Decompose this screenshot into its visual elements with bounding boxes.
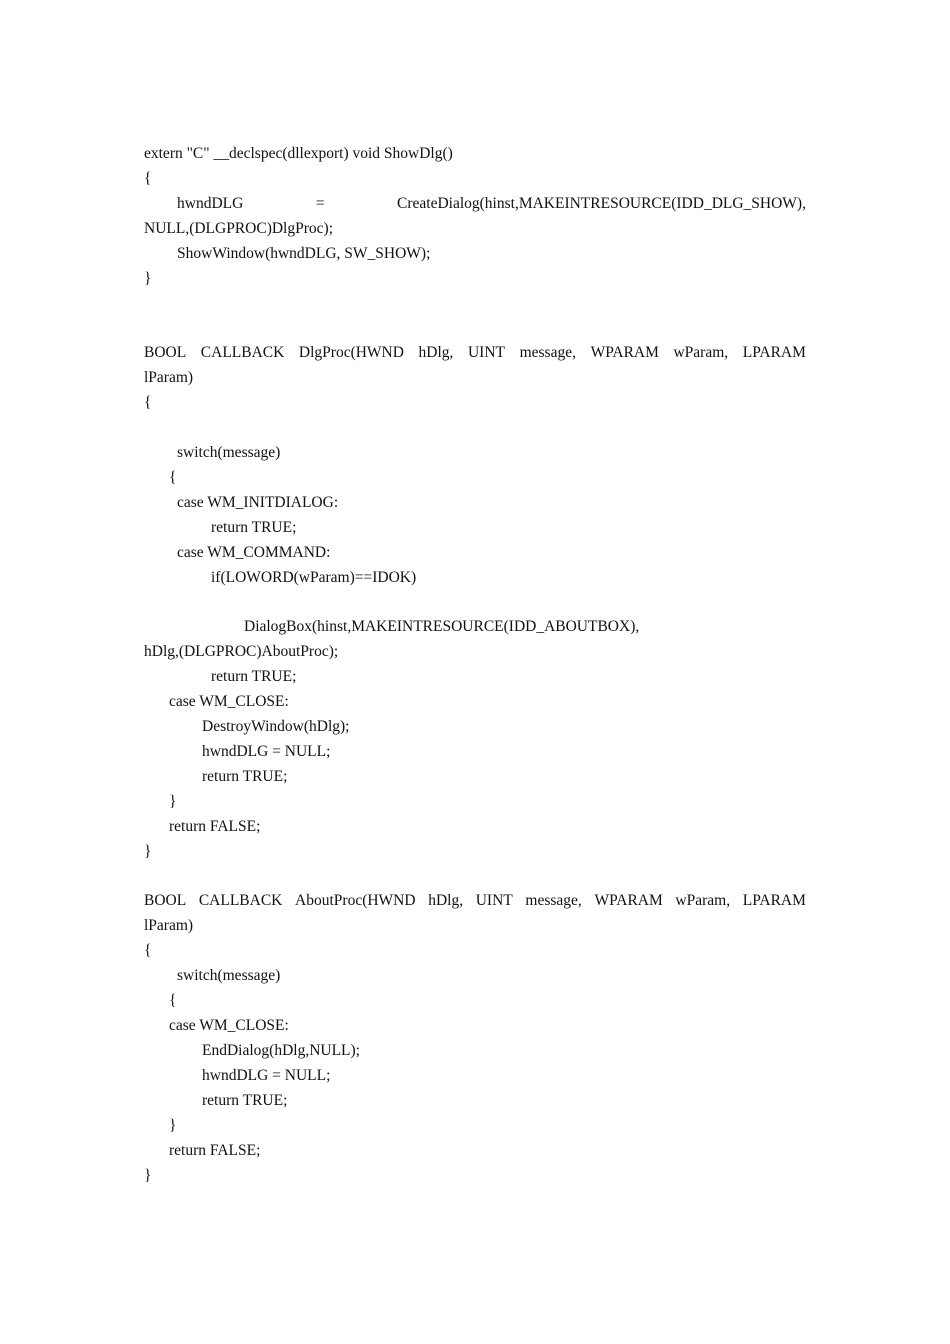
code-line-return-false: return FALSE;: [169, 1142, 261, 1159]
code-line-case-command: case WM_COMMAND:: [177, 544, 331, 561]
code-token: WPARAM: [590, 344, 659, 361]
code-line-create-dialog: [177, 191, 806, 216]
code-token: hDlg,: [428, 892, 464, 909]
code-token: WPARAM: [594, 892, 663, 909]
code-line-open-brace: {: [169, 992, 177, 1009]
code-token: message,: [525, 892, 582, 909]
code-token: wParam,: [675, 892, 731, 909]
code-token: CALLBACK: [198, 892, 283, 909]
code-line-open-brace: {: [144, 394, 152, 411]
code-line-close-brace: }: [144, 843, 152, 860]
code-line-dlgproc-signature: [144, 340, 806, 365]
code-line-close-brace: }: [169, 1117, 177, 1134]
code-line-return-true: return TRUE;: [202, 768, 288, 785]
code-token: UINT: [475, 892, 513, 909]
code-token: LPARAM: [742, 892, 806, 909]
code-line-open-brace: {: [169, 469, 177, 486]
code-line-lparam: lParam): [144, 369, 194, 386]
code-line-destroy-window: DestroyWindow(hDlg);: [202, 718, 350, 735]
code-line-case-close: case WM_CLOSE:: [169, 1017, 289, 1034]
code-line-hwnd-null: hwndDLG = NULL;: [202, 1067, 331, 1084]
code-line-aboutproc-signature: [144, 888, 806, 913]
code-line-open-brace: {: [144, 170, 152, 187]
code-line-dialogbox-cont: hDlg,(DLGPROC)AboutProc);: [144, 643, 339, 660]
code-token: CreateDialog(hinst,MAKEINTRESOURCE(IDD_DLG_SHOW),: [397, 195, 806, 212]
code-line-close-brace: }: [144, 1167, 152, 1184]
code-token: message,: [519, 344, 576, 361]
code-token: UINT: [467, 344, 506, 361]
code-token: CALLBACK: [200, 344, 285, 361]
code-line-open-brace: {: [144, 942, 152, 959]
code-token: hDlg,: [418, 344, 454, 361]
code-line-lparam: lParam): [144, 917, 194, 934]
code-line-dialogbox: DialogBox(hinst,MAKEINTRESOURCE(IDD_ABOUTBOX),: [244, 618, 640, 635]
code-line-switch: switch(message): [177, 967, 281, 984]
code-line-return-true: return TRUE;: [211, 668, 297, 685]
code-line-return-true: return TRUE;: [211, 519, 297, 536]
code-token: AboutProc(HWND: [295, 892, 416, 909]
code-token: hwndDLG: [177, 195, 244, 212]
code-line-case-initdialog: case WM_INITDIALOG:: [177, 494, 339, 511]
code-line-switch: switch(message): [177, 444, 281, 461]
code-line-if-idok: if(LOWORD(wParam)==IDOK): [211, 569, 417, 586]
code-line-close-brace: }: [169, 793, 177, 810]
code-line-showdlg-signature: extern "C" __declspec(dllexport) void ShowDlg(): [144, 145, 453, 162]
code-token: LPARAM: [742, 344, 806, 361]
code-line-create-dialog-cont: NULL,(DLGPROC)DlgProc);: [144, 220, 333, 237]
code-line-case-close: case WM_CLOSE:: [169, 693, 289, 710]
code-token: DlgProc(HWND: [298, 344, 404, 361]
code-token: BOOL: [144, 344, 187, 361]
code-line-return-false: return FALSE;: [169, 818, 261, 835]
code-line-hwnd-null: hwndDLG = NULL;: [202, 743, 331, 760]
code-line-return-true: return TRUE;: [202, 1092, 288, 1109]
code-token: wParam,: [673, 344, 729, 361]
code-line-close-brace: }: [144, 270, 152, 287]
code-line-end-dialog: EndDialog(hDlg,NULL);: [202, 1042, 360, 1059]
code-token: =: [315, 195, 325, 212]
code-line-show-window: ShowWindow(hwndDLG, SW_SHOW);: [177, 245, 431, 262]
code-token: BOOL: [144, 892, 187, 909]
